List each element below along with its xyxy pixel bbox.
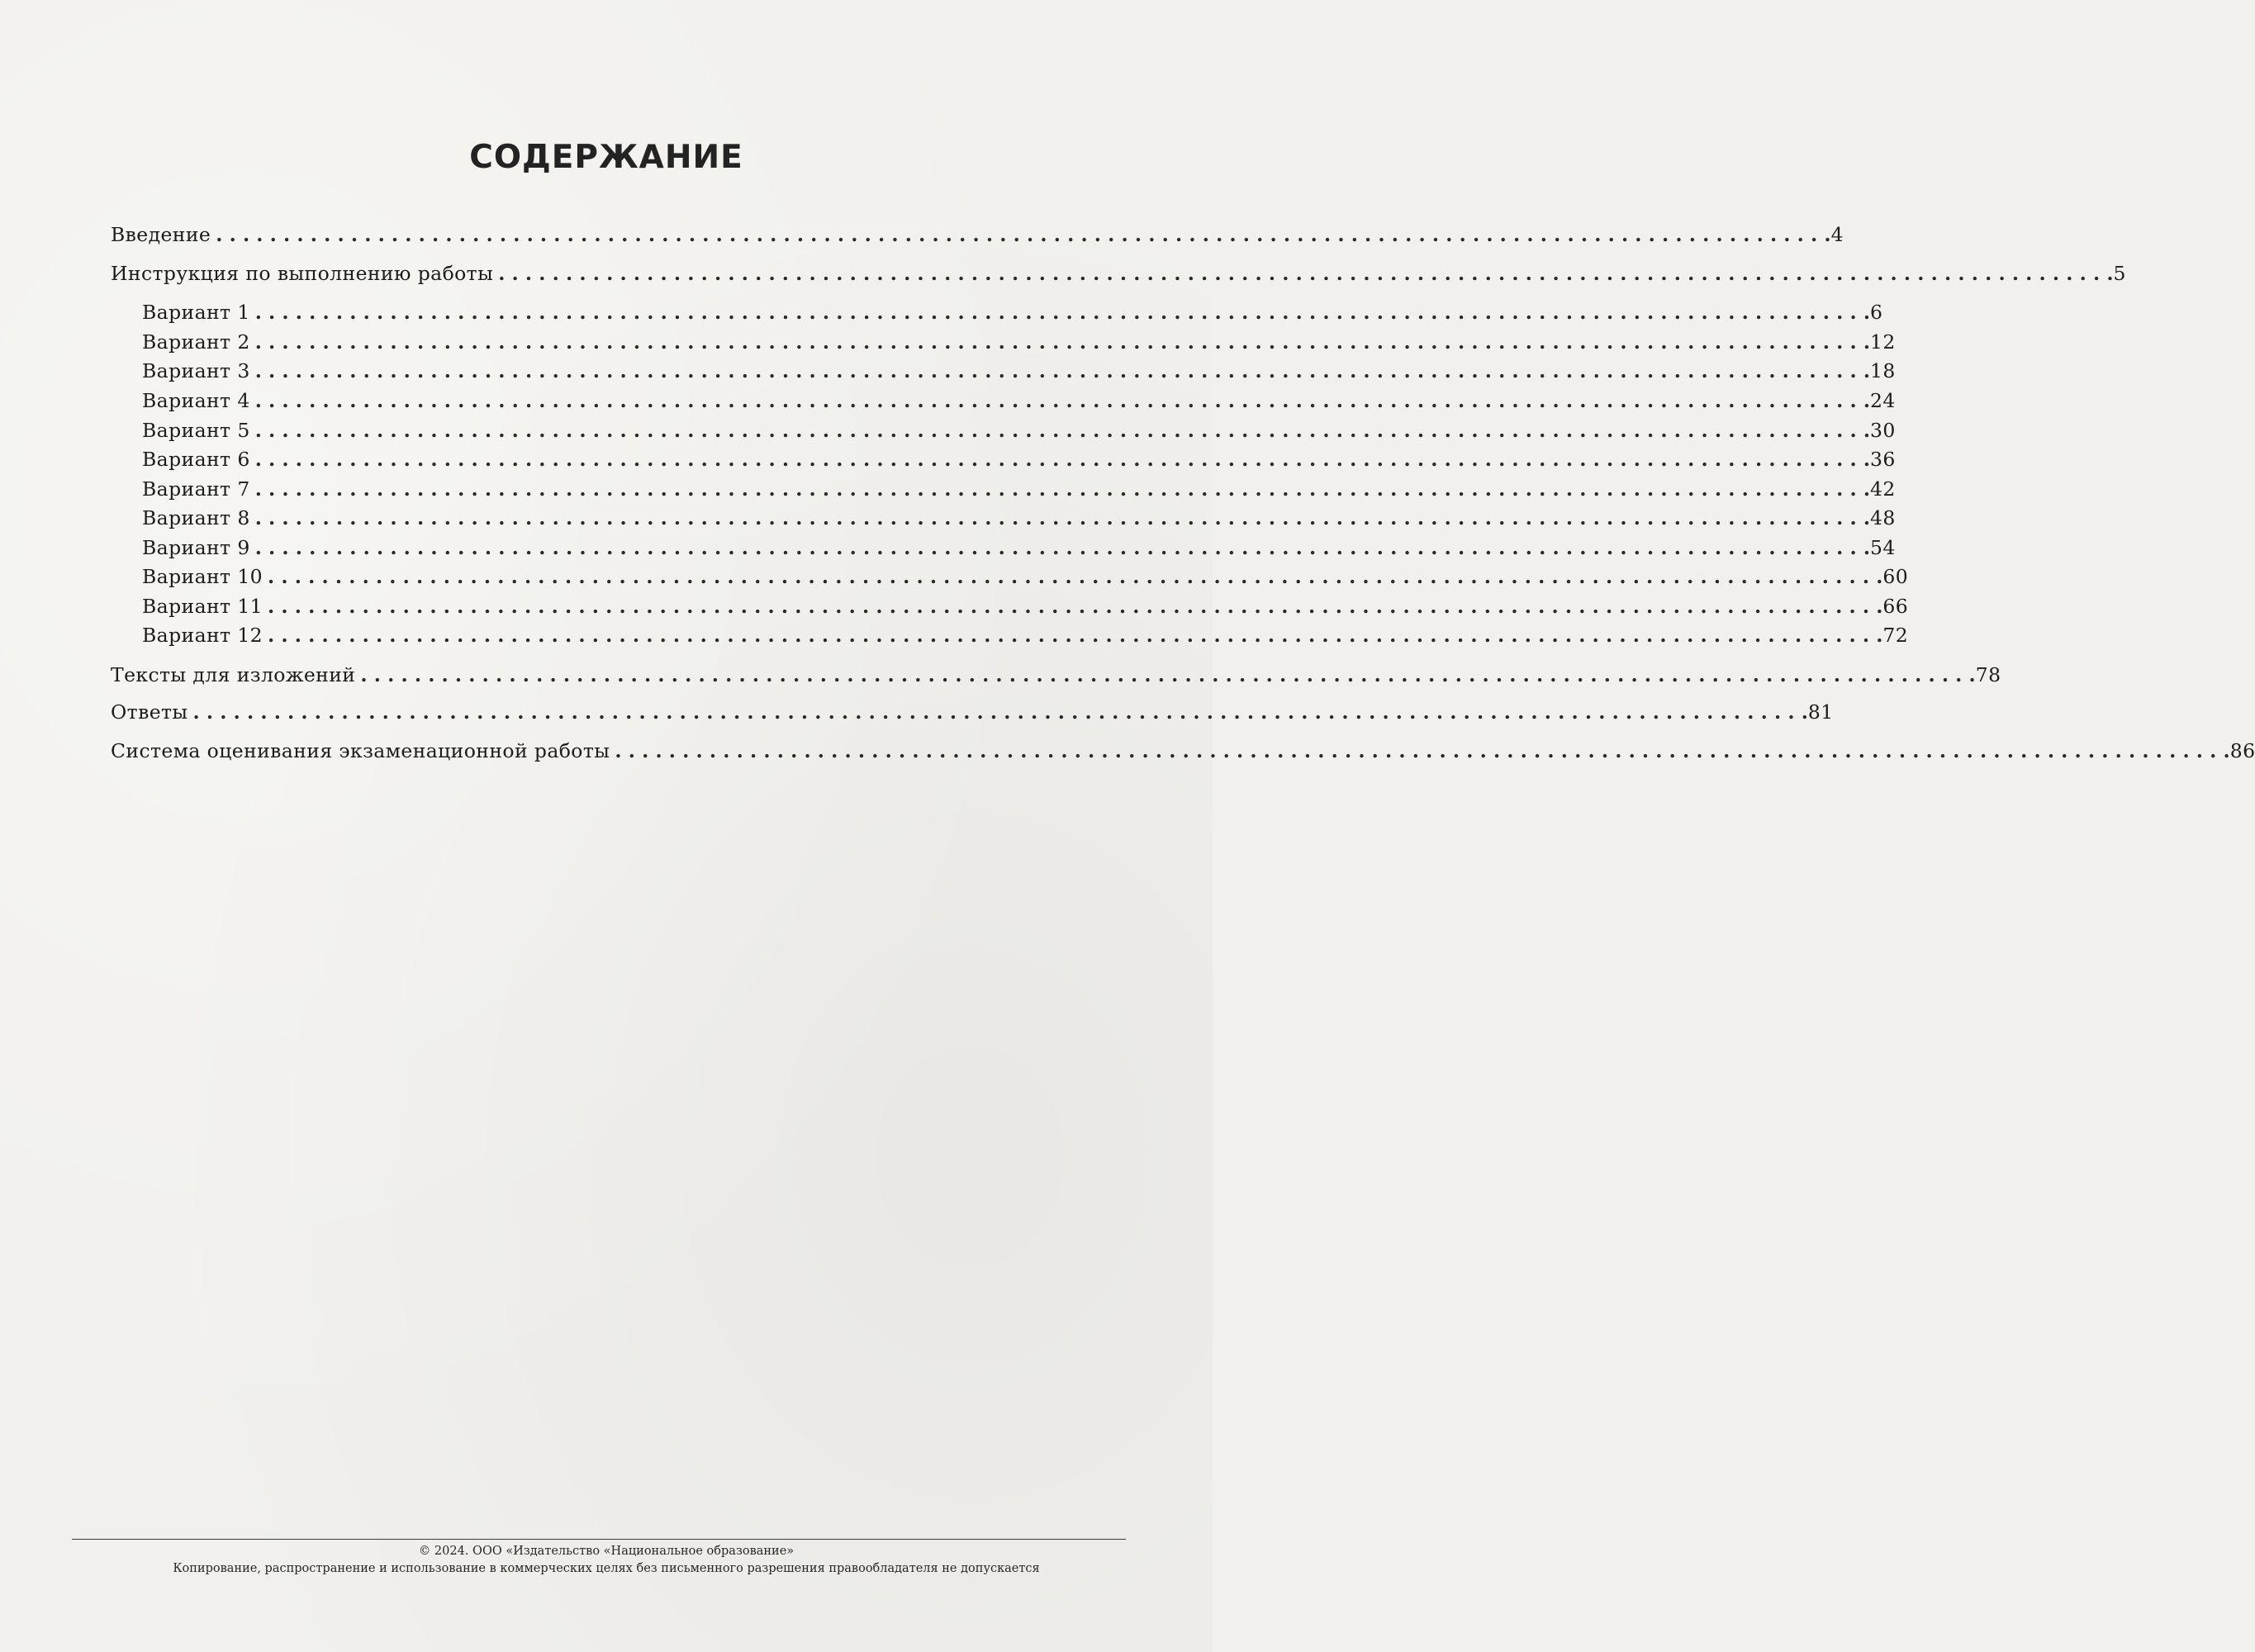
toc-entry-variant-5[interactable] <box>142 416 1896 444</box>
toc-entry-page: 48 <box>1870 506 1896 529</box>
toc-entry-label: Вариант 8 <box>142 506 250 529</box>
toc-leader-dots: . . . . . . . . . . . . . . . . . . . . . . . . . . . . . . . . . . . . . . . . . . . . . . . . . . . . . . . . . . . . . . . . . . . . . . . . . . . . . . . . . . . . . . . . . . . . . . . . . . . . . . . . . . . . . . . . . . . . . . . . <box>254 506 1871 529</box>
toc-entry-label: Введение <box>111 223 211 246</box>
toc-entry-page: 81 <box>1807 700 1834 724</box>
toc-entry-page: 78 <box>1975 663 2001 686</box>
toc-leader-dots: . . . . . . . . . . . . . . . . . . . . . . . . . . . . . . . . . . . . . . . . . . . . . . . . . . . . . . . . . . . . . . . . . . . . . . . . . . . . . . . . . . . . . . . . . . . . . . . . . . . . . . . . . . . . . . . . . . . . . . . . <box>254 477 1871 501</box>
toc-leader-dots: . . . . . . . . . . . . . . . . . . . . . . . . . . . . . . . . . . . . . . . . . . . . . . . . . . . . . . . . . . . . . . . . . . . . . . . . . . . . . . . . . . . . . . . . . . . . . . . . . . . . . . . . . . . . . . . . . . . . . . . . <box>254 419 1871 442</box>
toc-entry-page: 30 <box>1870 419 1896 442</box>
toc-entry-label: Вариант 9 <box>142 536 250 559</box>
toc-entry-page: 60 <box>1882 565 1909 588</box>
toc-entry-variant-11[interactable] <box>142 592 1909 620</box>
toc-entry-variant-4[interactable] <box>142 387 1896 415</box>
toc-entry-variant-7[interactable] <box>142 475 1896 503</box>
toc-entry-instructions[interactable] <box>111 259 2126 287</box>
toc-entry-page: 36 <box>1870 448 1896 471</box>
toc-entry-page: 86 <box>2229 739 2255 762</box>
toc-entry-page: 12 <box>1870 330 1896 354</box>
toc-leader-dots: . . . . . . . . . . . . . . . . . . . . . . . . . . . . . . . . . . . . . . . . . . . . . . . . . . . . . . . . . . . . . . . . . . . . . . . . . . . . . . . . . . . . . . . . . . . . . . . . . . . . . . . . . . . . . . . . . . . . . . . . <box>498 262 2114 285</box>
toc-entry-page: 66 <box>1882 595 1909 618</box>
toc-leader-dots: . . . . . . . . . . . . . . . . . . . . . . . . . . . . . . . . . . . . . . . . . . . . . . . . . . . . . . . . . . . . . . . . . . . . . . . . . . . . . . . . . . . . . . . . . . . . . . . . . . . . . . . . . . . . . . . . . . . . . . . . <box>192 700 1808 724</box>
toc-leader-dots: . . . . . . . . . . . . . . . . . . . . . . . . . . . . . . . . . . . . . . . . . . . . . . . . . . . . . . . . . . . . . . . . . . . . . . . . . . . . . . . . . . . . . . . . . . . . . . . . . . . . . . . . . . . . . . . . . . . . . . . . <box>254 536 1871 559</box>
page-title: СОДЕРЖАНИЕ <box>469 139 743 176</box>
toc-entry-page: 6 <box>1870 301 1883 324</box>
toc-entry-texts[interactable] <box>111 661 2001 689</box>
toc-entry-variant-8[interactable] <box>142 504 1896 532</box>
toc-entry-variant-12[interactable] <box>142 621 1909 649</box>
toc-entry-label: Вариант 7 <box>142 477 250 501</box>
toc-entry-label: Вариант 5 <box>142 419 250 442</box>
toc-entry-variant-9[interactable] <box>142 534 1896 562</box>
toc-entry-label: Вариант 10 <box>142 565 263 588</box>
toc-leader-dots: . . . . . . . . . . . . . . . . . . . . . . . . . . . . . . . . . . . . . . . . . . . . . . . . . . . . . . . . . . . . . . . . . . . . . . . . . . . . . . . . . . . . . . . . . . . . . . . . . . . . . . . . . . . . . . . . . . . . . . . . <box>216 223 1831 246</box>
toc-leader-dots: . . . . . . . . . . . . . . . . . . . . . . . . . . . . . . . . . . . . . . . . . . . . . . . . . . . . . . . . . . . . . . . . . . . . . . . . . . . . . . . . . . . . . . . . . . . . . . . . . . . . . . . . . . . . . . . . . . . . . . . . <box>360 663 1976 686</box>
footer-notice: Копирование, распространение и использование в коммерческих целях без письменного разрешения правообладателя не допускается <box>173 1562 1040 1575</box>
toc-leader-dots: . . . . . . . . . . . . . . . . . . . . . . . . . . . . . . . . . . . . . . . . . . . . . . . . . . . . . . . . . . . . . . . . . . . . . . . . . . . . . . . . . . . . . . . . . . . . . . . . . . . . . . . . . . . . . . . . . . . . . . . . <box>254 359 1871 382</box>
toc-entry-page: 24 <box>1870 389 1896 412</box>
toc-entry-label: Вариант 6 <box>142 448 250 471</box>
toc-entry-label: Вариант 11 <box>142 595 263 618</box>
toc-entry-label: Ответы <box>111 700 188 724</box>
toc-entry-label: Инструкция по выполнению работы <box>111 262 494 285</box>
toc-entry-introduction[interactable] <box>111 221 1844 249</box>
toc-entry-variant-6[interactable] <box>142 445 1896 473</box>
toc-entry-grading[interactable] <box>111 737 2255 765</box>
toc-entry-page: 54 <box>1870 536 1896 559</box>
toc-entry-variant-2[interactable] <box>142 328 1896 356</box>
toc-entry-variant-3[interactable] <box>142 357 1896 385</box>
toc-leader-dots: . . . . . . . . . . . . . . . . . . . . . . . . . . . . . . . . . . . . . . . . . . . . . . . . . . . . . . . . . . . . . . . . . . . . . . . . . . . . . . . . . . . . . . . . . . . . . . . . . . . . . . . . . . . . . . . . . . . . . . . . <box>268 624 1883 647</box>
toc-entry-variant-10[interactable] <box>142 563 1909 591</box>
toc-entry-label: Система оценивания экзаменационной работы <box>111 739 610 762</box>
toc-entry-variant-1[interactable] <box>142 298 1883 326</box>
footer-divider <box>72 1539 1126 1540</box>
toc-entry-label: Вариант 4 <box>142 389 250 412</box>
toc-leader-dots: . . . . . . . . . . . . . . . . . . . . . . . . . . . . . . . . . . . . . . . . . . . . . . . . . . . . . . . . . . . . . . . . . . . . . . . . . . . . . . . . . . . . . . . . . . . . . . . . . . . . . . . . . . . . . . . . . . . . . . . . <box>254 301 1871 324</box>
toc-entry-page: 72 <box>1882 624 1909 647</box>
footer-copyright: © 2024. ООО «Издательство «Национальное образование» <box>418 1545 795 1558</box>
toc-entry-label: Вариант 3 <box>142 359 250 382</box>
toc-entry-answers[interactable] <box>111 698 1834 726</box>
toc-entry-label: Вариант 1 <box>142 301 250 324</box>
toc-entry-label: Вариант 2 <box>142 330 250 354</box>
toc-leader-dots: . . . . . . . . . . . . . . . . . . . . . . . . . . . . . . . . . . . . . . . . . . . . . . . . . . . . . . . . . . . . . . . . . . . . . . . . . . . . . . . . . . . . . . . . . . . . . . . . . . . . . . . . . . . . . . . . . . . . . . . . <box>268 565 1883 588</box>
toc-entry-page: 18 <box>1870 359 1896 382</box>
toc-leader-dots: . . . . . . . . . . . . . . . . . . . . . . . . . . . . . . . . . . . . . . . . . . . . . . . . . . . . . . . . . . . . . . . . . . . . . . . . . . . . . . . . . . . . . . . . . . . . . . . . . . . . . . . . . . . . . . . . . . . . . . . . <box>254 330 1871 354</box>
toc-entry-page: 42 <box>1870 477 1896 501</box>
toc-leader-dots: . . . . . . . . . . . . . . . . . . . . . . . . . . . . . . . . . . . . . . . . . . . . . . . . . . . . . . . . . . . . . . . . . . . . . . . . . . . . . . . . . . . . . . . . . . . . . . . . . . . . . . . . . . . . . . . . . . . . . . . . <box>615 739 2230 762</box>
toc-leader-dots: . . . . . . . . . . . . . . . . . . . . . . . . . . . . . . . . . . . . . . . . . . . . . . . . . . . . . . . . . . . . . . . . . . . . . . . . . . . . . . . . . . . . . . . . . . . . . . . . . . . . . . . . . . . . . . . . . . . . . . . . <box>268 595 1883 618</box>
toc-leader-dots: . . . . . . . . . . . . . . . . . . . . . . . . . . . . . . . . . . . . . . . . . . . . . . . . . . . . . . . . . . . . . . . . . . . . . . . . . . . . . . . . . . . . . . . . . . . . . . . . . . . . . . . . . . . . . . . . . . . . . . . . <box>254 389 1871 412</box>
toc-leader-dots: . . . . . . . . . . . . . . . . . . . . . . . . . . . . . . . . . . . . . . . . . . . . . . . . . . . . . . . . . . . . . . . . . . . . . . . . . . . . . . . . . . . . . . . . . . . . . . . . . . . . . . . . . . . . . . . . . . . . . . . . <box>254 448 1871 471</box>
toc-entry-label: Тексты для изложений <box>111 663 356 686</box>
toc-entry-label: Вариант 12 <box>142 624 263 647</box>
toc-entry-page: 5 <box>2113 262 2126 285</box>
toc-entry-page: 4 <box>1830 223 1844 246</box>
